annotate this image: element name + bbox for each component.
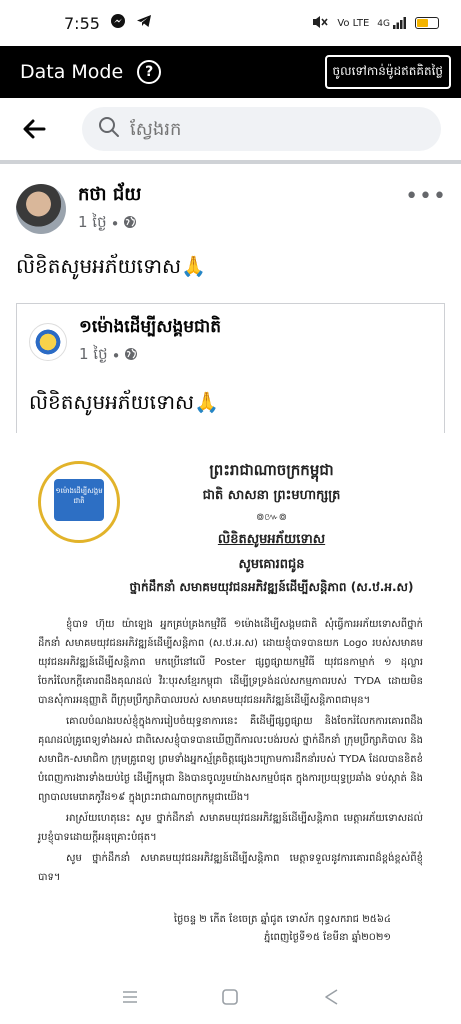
data-mode-title: Data Mode bbox=[20, 61, 124, 83]
page-avatar[interactable] bbox=[29, 323, 67, 361]
globe-icon bbox=[124, 347, 138, 365]
logo-text: ១ម៉ោងដើម្បីសង្គមជាតិ bbox=[54, 479, 104, 521]
letter-date bbox=[38, 911, 423, 947]
mute-icon bbox=[311, 14, 329, 33]
post-time[interactable]: 1 ថ្ងៃ bbox=[78, 213, 107, 231]
letter-body bbox=[38, 615, 423, 887]
shared-author-block bbox=[79, 316, 221, 367]
letter-paragraph: គោលបំណងរបស់ខ្ញុំក្នុងការរៀបចំយុទ្ធនាការនេះ គឺដើម្បីផ្សព្វផ្សាយ និងចែករំលែកការគោរពដឹងគុណដល់គ្រូពេទ្យទាំងអស់ ជាពិសេសខ្ញុំបាទបានឃើញពីការលះបង់របស់ ថ្នាក់ដឹកនាំ ក្រុមប្រឹក្សាភិបាល និងសមាជិក-សមាជិកា ក្រុមគ្រូពេទ្យ ព្រមទាំងអ្នកស្ម័គ្រចិត្តផ្សេងៗក្រោមការដឹកនាំរបស់ TYDA ដែលបានខិតខំបំពេញការងារទាំងយប់ថ្ងៃ ដើម្បីកម្ពុជា និងបានចូលរួមយ៉ាងសកម្មបំផុត ក្នុងការប្រយុទ្ធប្រឆាំង ទប់ស្កាត់ និង ព្យាបាលមេរោគកូវីដ១៩ ក្នុងព្រះរាជាណាចក្រកម្ពុជាយើង។ bbox=[38, 716, 423, 803]
author-name[interactable]: កថា ជ័យ bbox=[78, 184, 142, 205]
post bbox=[0, 168, 461, 993]
letter-kingdom: ព្រះរាជាណាចក្រកម្ពុជា bbox=[209, 461, 334, 479]
letter-title: លិខិតសូមអភ័យទោស bbox=[217, 532, 326, 547]
letter-motto: ជាតិ សាសនា ព្រះមហាក្សត្រ bbox=[202, 488, 341, 503]
meta-dot: • bbox=[111, 347, 121, 365]
search-icon bbox=[98, 116, 120, 142]
letter-paragraph: សូម ថ្នាក់ដឹកនាំ សមាគមយុវជនអភិវឌ្ឍន៍ដើម្បីសន្តិភាព មេត្តាទទួលនូវការគោរពដ៏ខ្ពង់ខ្ពស់ពីខ្ញុំបាទ។ bbox=[38, 853, 423, 883]
globe-icon bbox=[123, 215, 137, 233]
status-left bbox=[64, 13, 152, 33]
data-mode-left bbox=[20, 60, 161, 84]
messenger-icon bbox=[110, 13, 126, 33]
letter-date-lunar: ថ្ងៃចន្ទ ២ កើត ខែចេត្រ ឆ្នាំជូត ទោស័ក ពុទ្ធសករាជ ២៥៦៤ bbox=[173, 914, 391, 925]
shared-post-text: លិខិតសូមអភ័យទោស🙏 bbox=[29, 390, 219, 414]
letter-paragraph: អាស្រ័យហេតុនេះ សូម ថ្នាក់ដឹកនាំ សមាគមយុវជនអភិវឌ្ឍន៍ដើម្បីសន្តិភាព មេត្តាអភ័យទោសដល់រូបខ្ញុំបាទដោយក្ដីអនុគ្រោះបំផុត។ bbox=[38, 813, 423, 843]
more-options-icon[interactable]: ••• bbox=[405, 184, 447, 209]
signal-4g-icon bbox=[377, 17, 407, 29]
back-arrow-icon[interactable] bbox=[20, 115, 48, 143]
shared-post-meta bbox=[79, 345, 221, 367]
battery-icon bbox=[415, 17, 439, 29]
system-nav-bar bbox=[0, 970, 461, 1024]
organization-logo bbox=[38, 461, 120, 543]
post-text: លិខិតសូមអភ័យទោស🙏 bbox=[16, 254, 206, 278]
home-icon[interactable] bbox=[215, 982, 245, 1012]
letter-salutation: សូមគោរពជូន bbox=[238, 557, 305, 572]
status-right bbox=[311, 14, 439, 33]
letter-recipient: ថ្នាក់ដឹកនាំ សមាគមយុវជនអភិវឌ្ឍន៍ដើម្បីសន្តិភាព (ស.ឋ.អ.ស) bbox=[129, 580, 414, 594]
shared-author-name[interactable]: ១ម៉ោងដើម្បីសង្គមជាតិ bbox=[79, 317, 222, 337]
data-mode-bar bbox=[0, 46, 461, 98]
post-header bbox=[0, 168, 461, 235]
meta-dot: • bbox=[110, 215, 120, 233]
back-nav-icon[interactable] bbox=[316, 982, 346, 1012]
network-label: 4G bbox=[377, 19, 390, 29]
letter-image[interactable] bbox=[16, 433, 445, 993]
shared-post-time[interactable]: 1 ថ្ងៃ bbox=[79, 345, 108, 363]
letter-header bbox=[38, 447, 423, 597]
telegram-icon bbox=[136, 13, 152, 33]
free-mode-button[interactable]: ចូលទៅកាន់ម៉ូដឥតគិតថ្លៃ bbox=[325, 55, 451, 89]
volte-icon: Vo LTE bbox=[337, 17, 370, 29]
status-time: 7:55 bbox=[64, 13, 100, 33]
search-box[interactable] bbox=[82, 107, 441, 151]
help-icon[interactable]: ? bbox=[137, 60, 161, 84]
letter-titles bbox=[120, 447, 423, 597]
status-bar bbox=[0, 0, 461, 46]
letter-ornament: ៙៚៙ bbox=[256, 512, 287, 523]
letter-date-solar: ភ្នំពេញថ្ងៃទី១៥ ខែមីនា ឆ្នាំ២០២១ bbox=[264, 932, 391, 943]
battery-fill bbox=[417, 19, 428, 27]
search-row bbox=[0, 98, 461, 164]
letter-paragraph: ខ្ញុំបាទ ហ៊ុយ យ៉ាឡេង អ្នកគ្រប់គ្រងកម្មវិធី ១ម៉ោងដើម្បីសង្គមជាតិ សុំធ្វើការអភ័យទោសពីថ្នាក់ដឹកនាំ សមាគមយុវជនអភិវឌ្ឍន៍ដើម្បីសន្តិភាព (ស.ឋ.អ.ស) ដោយខ្ញុំបាទបានយក Logo របស់សមាគមយុវជនអភិវឌ្ឍន៍ដើម្បីសន្តិភាព មកប្រើនៅលើ Poster ផ្សព្វផ្សាយកម្មវិធី យុវជនកាម្មាក់ ១ ដុល្លារ ចែករំលែកក្ដីគោរពដឹងគុណដល់ វិរៈបុរសខ្មែរកម្ពុជា ដើម្បីទ្រទ្រង់ដល់សកម្មភាពរបស់ TYDA ដោយមិនបានសុំការអនុញ្ញាតិ ពីក្រុមប្រឹក្សាភិបាលរបស់ សមាគមយុវជនអភិវឌ្ឍន៍ដើម្បីសន្តិភាពជាមុន។ bbox=[38, 619, 423, 706]
recent-apps-icon[interactable] bbox=[115, 982, 145, 1012]
author-block bbox=[78, 182, 405, 235]
search-input[interactable] bbox=[130, 119, 425, 140]
shared-post-header bbox=[17, 304, 444, 367]
author-avatar[interactable] bbox=[16, 184, 66, 234]
shared-post[interactable] bbox=[16, 303, 445, 433]
post-meta bbox=[78, 213, 405, 235]
